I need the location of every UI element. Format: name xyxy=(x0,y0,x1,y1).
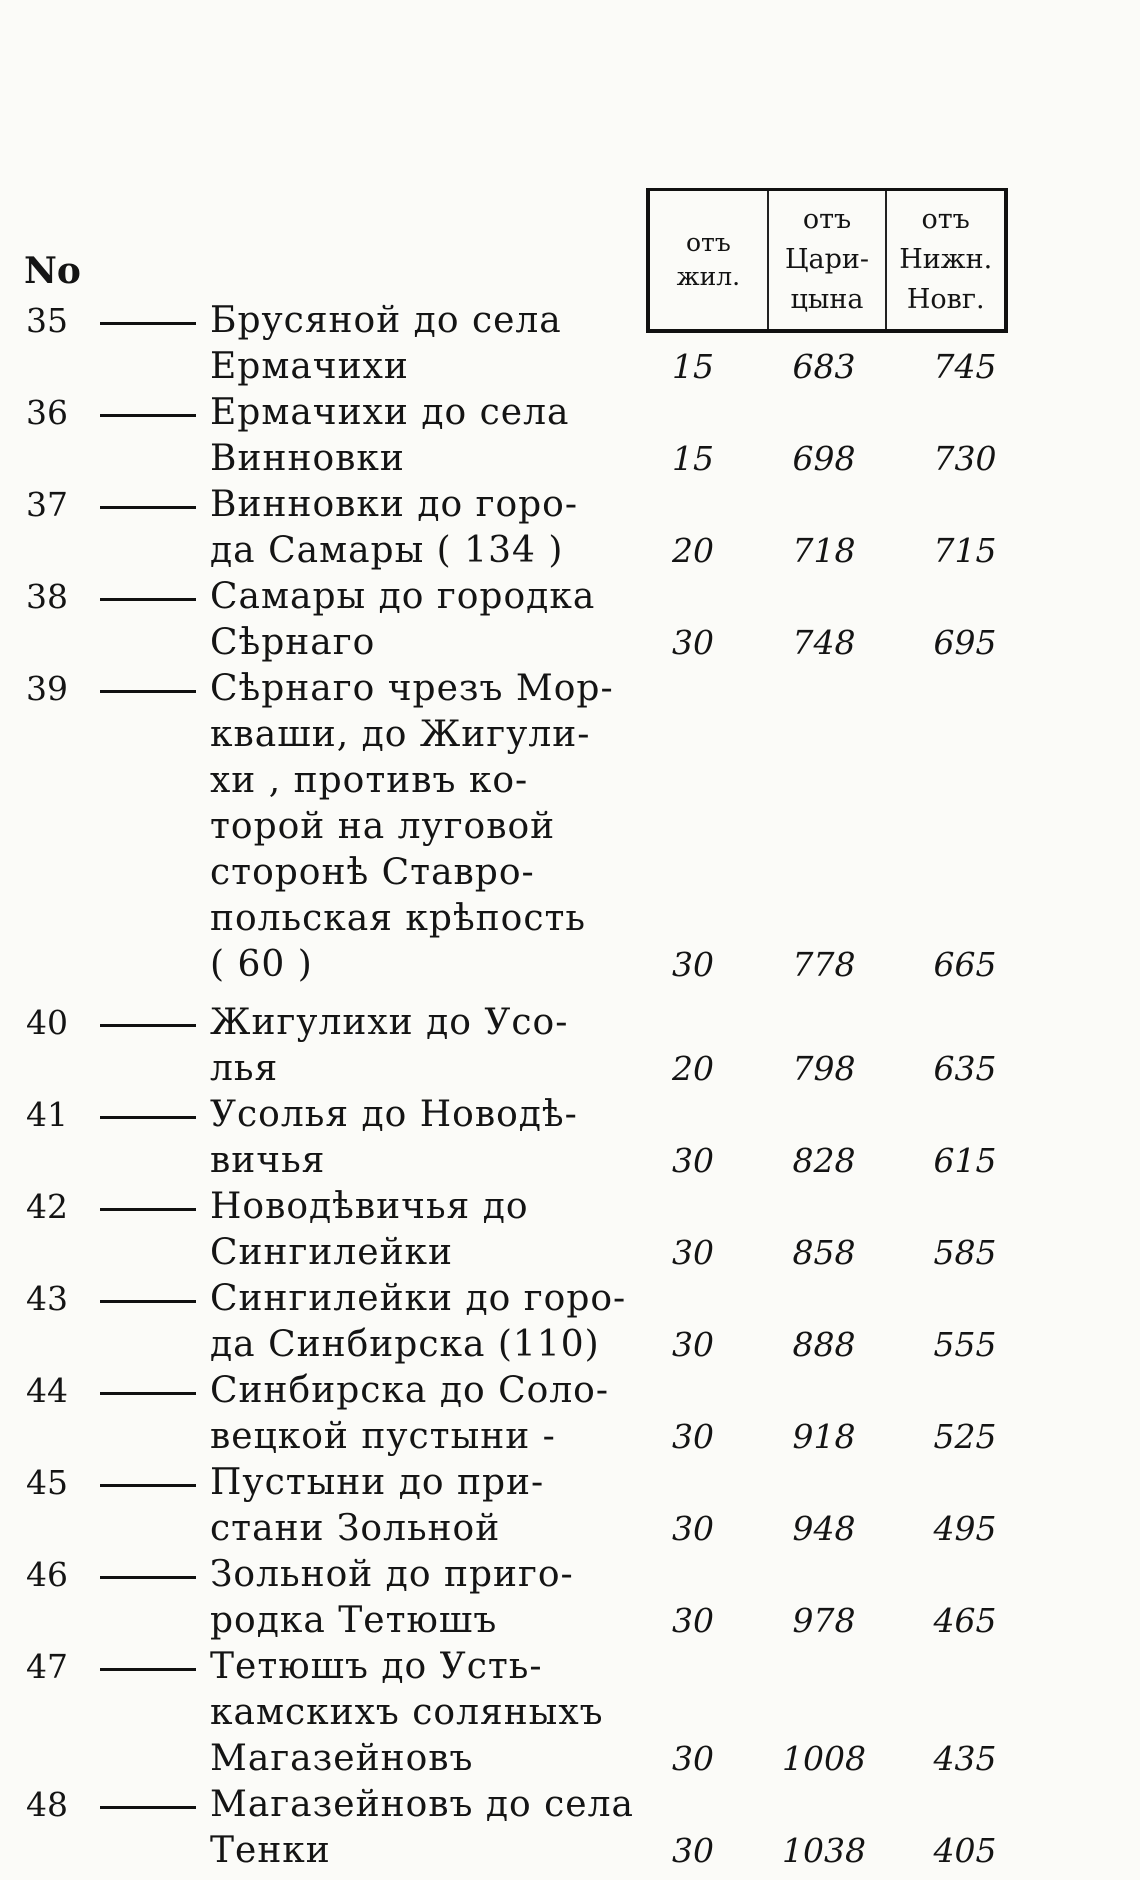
row-dash xyxy=(100,1300,196,1303)
distance-from-nizhny: 495 xyxy=(933,1509,997,1548)
distance-from-nizhny: 635 xyxy=(933,1049,997,1088)
route-text-line: Брусяной до села xyxy=(210,300,562,341)
distance-from-zhil: 30 xyxy=(672,1325,714,1364)
distance-from-tsaritsyn: 918 xyxy=(792,1417,856,1456)
row-number: 44 xyxy=(26,1371,68,1410)
distance-from-zhil: 30 xyxy=(672,945,714,984)
route-text-line: хи , противъ ко- xyxy=(210,760,529,801)
row-dash xyxy=(100,1116,196,1119)
row-dash xyxy=(100,506,196,509)
route-text-line: Сингилейки до горо- xyxy=(210,1278,627,1319)
row-number: 35 xyxy=(26,301,68,340)
distance-from-nizhny: 715 xyxy=(933,531,997,570)
distance-from-zhil: 20 xyxy=(672,531,714,570)
distance-from-nizhny: 585 xyxy=(933,1233,997,1272)
row-number: 43 xyxy=(26,1279,68,1318)
route-text-line: Синбирска до Соло- xyxy=(210,1370,610,1411)
distance-header-box xyxy=(646,188,1008,333)
distance-from-nizhny: 665 xyxy=(933,945,997,984)
route-text-line: торой на луговой xyxy=(210,806,556,847)
row-number: 48 xyxy=(26,1785,68,1824)
header-text: жил. xyxy=(676,262,741,291)
row-number: 39 xyxy=(26,669,68,708)
route-text-line: Ермачихи до села xyxy=(210,392,570,433)
header-text: отъ xyxy=(685,228,731,257)
row-number: 45 xyxy=(26,1463,68,1502)
route-text-line: родка Тетюшъ xyxy=(210,1600,498,1641)
distance-from-tsaritsyn: 828 xyxy=(792,1141,856,1180)
header-col-zhil xyxy=(650,191,769,329)
header-text: цына xyxy=(790,284,864,315)
distance-from-nizhny: 730 xyxy=(933,439,997,478)
distance-from-tsaritsyn: 683 xyxy=(792,347,856,386)
distance-from-tsaritsyn: 978 xyxy=(792,1601,856,1640)
route-text-line: Магазейновъ xyxy=(210,1738,474,1779)
distance-from-tsaritsyn: 748 xyxy=(792,623,856,662)
distance-from-zhil: 15 xyxy=(672,347,714,386)
route-text-line: Новодѣвичья до xyxy=(210,1186,529,1227)
row-number: 41 xyxy=(26,1095,68,1134)
distance-from-zhil: 30 xyxy=(672,1601,714,1640)
route-text-line: Зольной до приго- xyxy=(210,1554,574,1595)
distance-from-zhil: 30 xyxy=(672,1233,714,1272)
distance-from-zhil: 30 xyxy=(672,1417,714,1456)
route-text-line: вичья xyxy=(210,1140,326,1181)
route-text-line: ( 60 ) xyxy=(210,944,313,985)
header-col-nizhny xyxy=(887,191,1004,329)
header-text: Нижн. xyxy=(899,244,993,275)
route-text-line: Тенки xyxy=(210,1830,331,1871)
row-dash xyxy=(100,414,196,417)
distance-from-zhil: 15 xyxy=(672,439,714,478)
route-text-line: стани Зольной xyxy=(210,1508,501,1549)
header-text: отъ xyxy=(802,204,852,235)
route-text-line: Винновки xyxy=(210,438,405,479)
route-text-line: кваши, до Жигули- xyxy=(210,714,591,755)
distance-from-tsaritsyn: 1038 xyxy=(782,1831,866,1870)
distance-from-nizhny: 695 xyxy=(933,623,997,662)
route-text-line: лья xyxy=(210,1048,279,1089)
row-dash xyxy=(100,322,196,325)
row-number: 37 xyxy=(26,485,68,524)
row-dash xyxy=(100,1576,196,1579)
distance-from-nizhny: 555 xyxy=(933,1325,997,1364)
route-text-line: вецкой пустыни - xyxy=(210,1416,556,1457)
row-number: 47 xyxy=(26,1647,68,1686)
row-dash xyxy=(100,1024,196,1027)
distance-from-nizhny: 405 xyxy=(933,1831,997,1870)
route-text-line: Сѣрнаго чрезъ Мор- xyxy=(210,668,614,709)
route-text-line: да Синбирска (110) xyxy=(210,1324,600,1365)
distance-from-nizhny: 465 xyxy=(933,1601,997,1640)
row-number: 46 xyxy=(26,1555,68,1594)
route-text-line: Самары до городка xyxy=(210,576,596,617)
header-text: Цари- xyxy=(784,244,870,275)
row-number: 42 xyxy=(26,1187,68,1226)
distance-from-zhil: 30 xyxy=(672,1739,714,1778)
route-text-line: Винновки до горо- xyxy=(210,484,579,525)
distance-from-tsaritsyn: 718 xyxy=(792,531,856,570)
route-text-line: Ермачихи xyxy=(210,346,409,387)
distance-from-zhil: 30 xyxy=(672,1509,714,1548)
route-text-line: камскихъ соляныхъ xyxy=(210,1692,604,1733)
distance-from-tsaritsyn: 948 xyxy=(792,1509,856,1548)
header-col-tsaritsyn xyxy=(769,191,888,329)
row-dash xyxy=(100,1668,196,1671)
route-text-line: Усолья до Новодѣ- xyxy=(210,1094,578,1135)
distance-from-nizhny: 745 xyxy=(933,347,997,386)
distance-from-nizhny: 435 xyxy=(933,1739,997,1778)
route-text-line: Сингилейки xyxy=(210,1232,454,1273)
distance-from-tsaritsyn: 1008 xyxy=(782,1739,866,1778)
header-text: Новг. xyxy=(906,284,985,315)
distance-from-nizhny: 525 xyxy=(933,1417,997,1456)
row-dash xyxy=(100,598,196,601)
row-dash xyxy=(100,1806,196,1809)
distance-from-tsaritsyn: 888 xyxy=(792,1325,856,1364)
row-dash xyxy=(100,1392,196,1395)
route-text-line: Сѣрнаго xyxy=(210,622,376,663)
route-text-line: Тетюшъ до Усть- xyxy=(210,1646,543,1687)
route-text-line: сторонѣ Ставро- xyxy=(210,852,535,893)
row-number: 38 xyxy=(26,577,68,616)
route-text-line: польская крѣпость xyxy=(210,898,587,939)
distance-from-nizhny: 615 xyxy=(933,1141,997,1180)
route-text-line: да Самары ( 134 ) xyxy=(210,530,564,571)
distance-from-tsaritsyn: 858 xyxy=(792,1233,856,1272)
row-dash xyxy=(100,1208,196,1211)
row-dash xyxy=(100,690,196,693)
distance-from-zhil: 30 xyxy=(672,623,714,662)
distance-from-tsaritsyn: 778 xyxy=(792,945,856,984)
row-dash xyxy=(100,1484,196,1487)
distance-from-tsaritsyn: 698 xyxy=(792,439,856,478)
distance-from-zhil: 30 xyxy=(672,1831,714,1870)
number-column-label: No xyxy=(24,250,81,292)
route-text-line: Жигулихи до Усо- xyxy=(210,1002,569,1043)
route-text-line: Магазейновъ до села xyxy=(210,1784,634,1825)
distance-from-zhil: 30 xyxy=(672,1141,714,1180)
distance-from-tsaritsyn: 798 xyxy=(792,1049,856,1088)
row-number: 40 xyxy=(26,1003,68,1042)
distance-from-zhil: 20 xyxy=(672,1049,714,1088)
route-text-line: Пустыни до при- xyxy=(210,1462,545,1503)
row-number: 36 xyxy=(26,393,68,432)
header-text: отъ xyxy=(921,204,970,235)
